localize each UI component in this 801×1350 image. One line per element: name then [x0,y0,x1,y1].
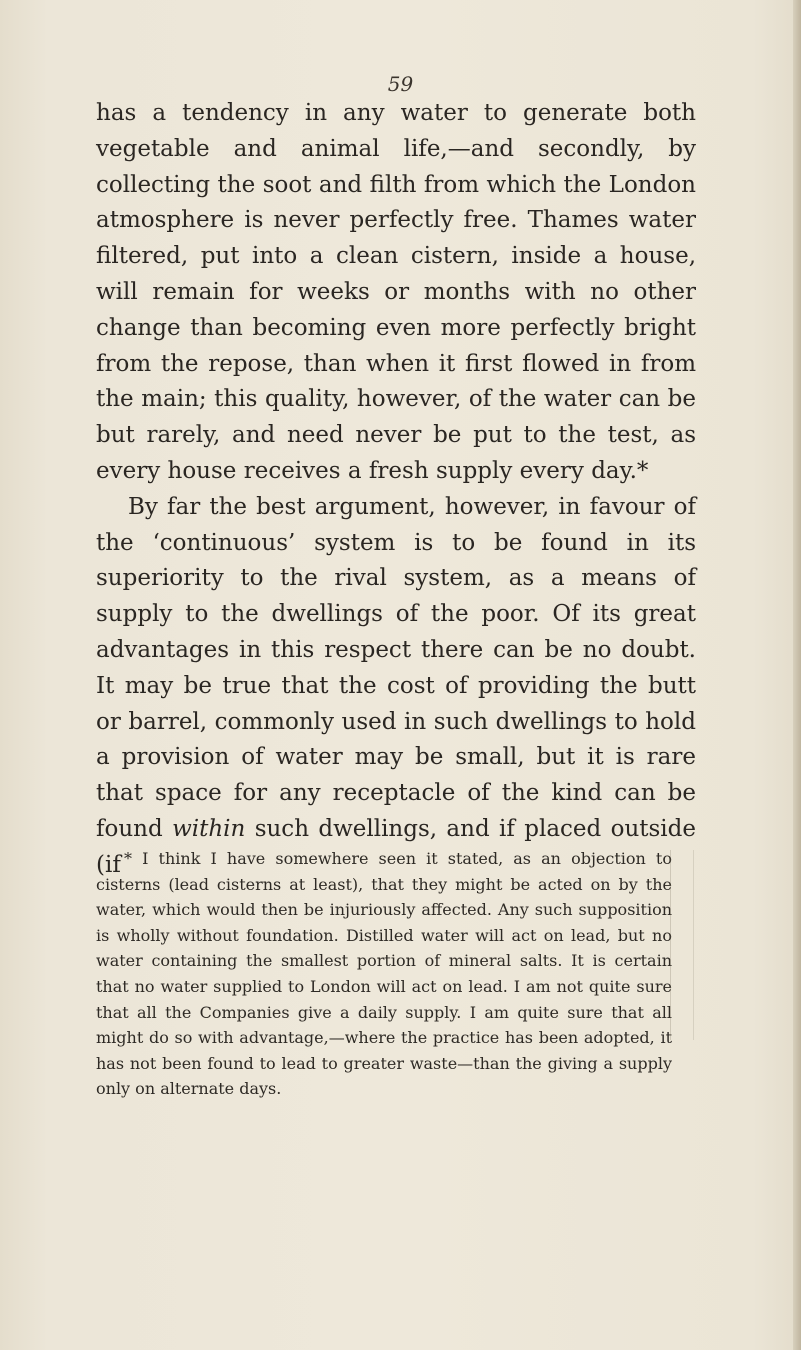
page-edge [793,0,801,1350]
paper-stain [670,850,694,1040]
footnote-text: * I think I have somewhere seen it stated, as an objection to cisterns (lead cisterns at least), that they might be acted on by the water, which would then be injuriously affected. Any such supposition is wholly without foundation. Distilled water will act on lead, but no water containing the smallest portion of mineral salts. It is certain that no water supplied to London will act on lead. I am not quite sure that all the Companies give a daily supply. I am quite sure that all might do so with advantage,—where the practice has been adopted, it has not been found to lead to greater waste—than the giving a supply only on alternate days. [96,849,672,1099]
page-number: 59 [387,72,414,96]
paragraph-2 [96,490,696,884]
paragraph-2-part-a: By far the best argument, however, in favour of the ‘continuous’ system is to be found in its superiority to the rival system, as a means of supply to the dwellings of the poor. Of its great advantages in this respect there can be no doubt. It may be true that the cost of providing the butt or barrel, commonly used in such dwellings to hold a provision of water may be small, but it is rare that space for any receptacle of the kind can be found [96,493,696,842]
footnote [96,846,672,1102]
paragraph-2-emphasis: within [172,815,246,842]
paragraph-1: has a tendency in any water to generate both vegetable and animal life,—and secondly, by collecting the soot and filth from which the London atmosphere is never perfectly free. Thames water filtered, put into a clean cistern, inside a house, will remain for weeks or months with no other change than becoming even more perfectly bright from the repose, than when it first flowed in from the main; this quality, however, of the water can be but rarely, and need never be put to the test, as every house receives a fresh supply every day.* [96,100,696,484]
paragraph-2-part-b: such dwellings, and if placed outside (if [96,815,696,878]
body-text [96,96,696,884]
